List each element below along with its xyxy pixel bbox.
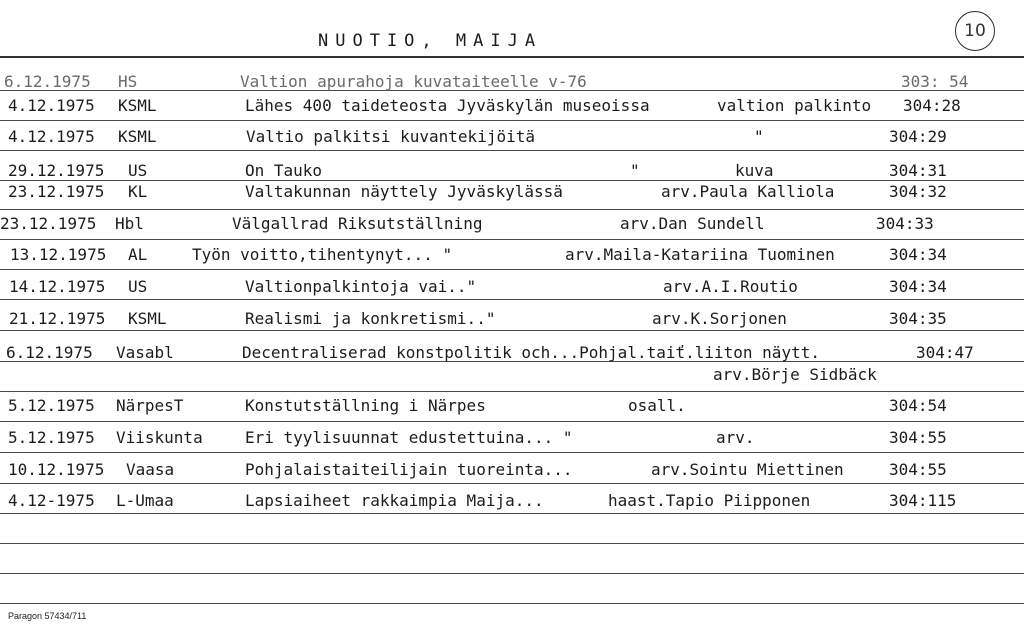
entry-row (0, 428, 1024, 452)
entry-title: Valtion apurahoja kuvataiteelle v-76 (240, 72, 587, 91)
entry-date: 23.12.1975 (8, 182, 105, 201)
entry-note: haast.Tapio Piipponen (608, 491, 811, 510)
entry-source: HS (118, 72, 138, 91)
entry-date: 6.12.1975 (4, 72, 91, 91)
entry-ref: 304:28 (903, 96, 961, 115)
entry-ref: 304:33 (876, 214, 934, 233)
entry-note: arv.A.I.Routio (663, 277, 798, 296)
entry-ref: 304:34 (889, 277, 947, 296)
entry-ref: 304:54 (889, 396, 947, 415)
entry-title: Valtakunnan näyttely Jyväskylässä (245, 182, 563, 201)
ruled-line (0, 120, 1024, 121)
entry-row (0, 127, 1024, 151)
entry-title: Realismi ja konkretismi.." (245, 309, 496, 328)
entry-ref: 304:29 (889, 127, 947, 146)
entry-ref: 304:55 (889, 428, 947, 447)
ruled-line (0, 543, 1024, 544)
card-number: 10 (964, 21, 986, 41)
entry-ref: 304:115 (889, 491, 957, 510)
ruled-line (0, 209, 1024, 210)
entry-note: arv. (716, 428, 755, 447)
entry-row (0, 182, 1024, 206)
entry-source: NärpesT (116, 396, 184, 415)
entry-title: Työn voitto,tihentynyt... " (192, 245, 453, 264)
entry-title: Lapsiaiheet rakkaimpia Maija... (245, 491, 544, 510)
entry-source: Viiskunta (116, 428, 203, 447)
entry-ditto: " (630, 161, 640, 180)
entry-ref: 304:32 (889, 182, 947, 201)
header-rule (0, 56, 1024, 58)
ruled-line (0, 603, 1024, 604)
entry-note: arv.Dan Sundell (620, 214, 765, 233)
entry-source: AL (128, 245, 148, 264)
ruled-line (0, 391, 1024, 392)
entry-source: KSML (118, 96, 157, 115)
entry-note: osall. (628, 396, 686, 415)
entry-date: 21.12.1975 (9, 309, 106, 328)
entry-date: 4.12-1975 (8, 491, 95, 510)
ruled-line (0, 573, 1024, 574)
entry-title: Lähes 400 taideteosta Jyväskylän museoissa (245, 96, 650, 115)
entry-row (0, 214, 1024, 238)
entry-title: Decentraliserad konstpolitik och...Pohjal.taiť.liiton näytt. (242, 343, 820, 362)
entry-row (0, 72, 1024, 96)
entry-ref: 304:35 (889, 309, 947, 328)
entry-date: 14.12.1975 (9, 277, 106, 296)
entry-row (0, 309, 1024, 333)
entry-source: Hbl (115, 214, 144, 233)
entry-row (0, 491, 1024, 515)
entry-row (0, 460, 1024, 484)
ruled-line (0, 239, 1024, 240)
entry-date: 5.12.1975 (8, 396, 95, 415)
ruled-line (0, 452, 1024, 453)
entry-title: Eri tyylisuunnat edustettuina... " (245, 428, 573, 447)
entry-title: On Tauko (245, 161, 323, 180)
entry-date: 4.12.1975 (8, 96, 95, 115)
entry-note: arv.Maila-Katariina Tuominen (565, 245, 835, 264)
card-heading: NUOTIO, MAIJA (318, 31, 543, 51)
entry-note: arv.Börje Sidbäck (713, 365, 877, 384)
entry-ref: 303: 54 (901, 72, 969, 91)
entry-title: Pohjalaistaiteilijain tuoreinta... (245, 460, 573, 479)
entry-source: L-Umaa (116, 491, 174, 510)
entry-source: KL (128, 182, 148, 201)
card-number-badge (955, 11, 995, 51)
entry-ref: 304:55 (889, 460, 947, 479)
entry-title: Valtio palkitsi kuvantekijöitä (246, 127, 535, 146)
entry-source: US (128, 277, 148, 296)
ruled-line (0, 269, 1024, 270)
entry-date: 23.12.1975 (0, 214, 97, 233)
entry-note: kuva (735, 161, 774, 180)
entry-row (0, 277, 1024, 301)
entry-date: 10.12.1975 (8, 460, 105, 479)
entry-ref: 304:31 (889, 161, 947, 180)
entry-note: " (754, 127, 764, 146)
entry-date: 29.12.1975 (8, 161, 105, 180)
entry-source: Vaasa (126, 460, 175, 479)
entry-date: 5.12.1975 (8, 428, 95, 447)
entry-ref: 304:34 (889, 245, 947, 264)
entry-title: Välgallrad Riksutställning (232, 214, 483, 233)
entry-note: arv.Sointu Miettinen (651, 460, 844, 479)
entry-source: Vasabl (116, 343, 174, 362)
entry-source: US (128, 161, 148, 180)
card-print-code: Paragon 57434/711 (8, 611, 87, 621)
entry-ref: 304:47 (916, 343, 974, 362)
ruled-line (0, 421, 1024, 422)
entry-row (0, 96, 1024, 120)
entry-date: 13.12.1975 (10, 245, 107, 264)
entry-title: Konstutställning i Närpes (245, 396, 486, 415)
entry-note: arv.K.Sorjonen (652, 309, 787, 328)
entry-title: Valtionpalkintoja vai.." (245, 277, 477, 296)
entry-source: KSML (118, 127, 157, 146)
entry-row (0, 245, 1024, 269)
entry-row (0, 343, 1024, 384)
entry-date: 4.12.1975 (8, 127, 95, 146)
entry-date: 6.12.1975 (6, 343, 93, 362)
entry-row (0, 396, 1024, 420)
entry-source: KSML (128, 309, 167, 328)
entry-note: arv.Paula Kalliola (661, 182, 835, 201)
entry-note: valtion palkinto (717, 96, 872, 115)
